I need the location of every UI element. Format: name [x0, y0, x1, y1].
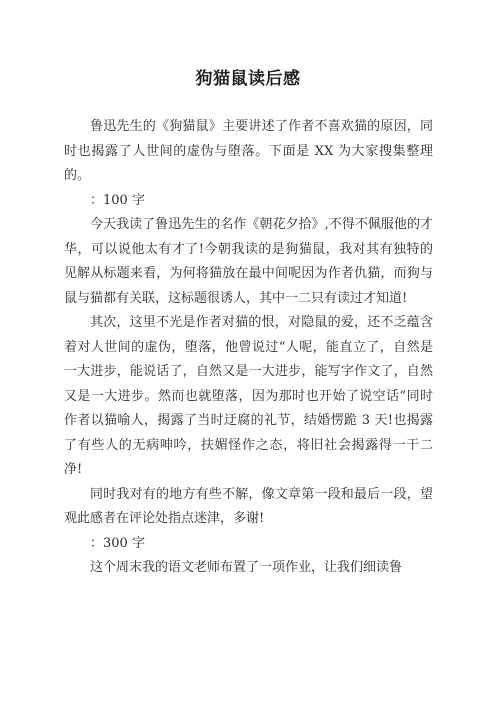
paragraph: 同时我对有的地方有些不解，像文章第一段和最后一段，望观此感者在评论处指点迷津，多谢! — [64, 486, 433, 526]
paragraph: ：100 字 — [90, 192, 145, 208]
paragraph: 鲁迅先生的《狗猫鼠》主要讲述了作者不喜欢猫的原因，同时也揭露了人世间的虚伪与堕落。下面是 XX 为大家搜集整理的。 — [64, 119, 433, 183]
document-body — [64, 115, 433, 581]
paragraph: 这个周末我的语文老师布置了一项作业，让我们细读鲁 — [90, 560, 403, 575]
paragraph: ：300 字 — [90, 535, 145, 551]
document-title: 狗猫鼠读后感 — [195, 69, 301, 89]
paragraph: 今天我读了鲁迅先生的名作《朝花夕拾》,不得不佩服他的才华，可以说他太有才了!今朝我读的是狗猫鼠，我对其有独特的见解从标题来看，为何将猫放在最中间呢因为作者仇猫，而狗与鼠与猫都有关联，这标题很诱人，其中一二只有读过才知道! — [64, 217, 433, 306]
paragraph: 其次，这里不光是作者对猫的恨，对隐鼠的爱，还不乏蕴含着对人世间的虚伪，堕落，他曾说过“人呢，能直立了，自然是一大进步，能说话了，自然又是一大进步，能写字作文了，自然又是一大进步。然而也就堕落，因为那时也开始了说空话”同时作者以猫喻人，揭露了当时迂腐的礼节，结婚愣跪 3 天!也揭露了有些人的无病呻吟，扶媚怪作之态，将旧社会揭露得一干二净! — [64, 315, 433, 477]
